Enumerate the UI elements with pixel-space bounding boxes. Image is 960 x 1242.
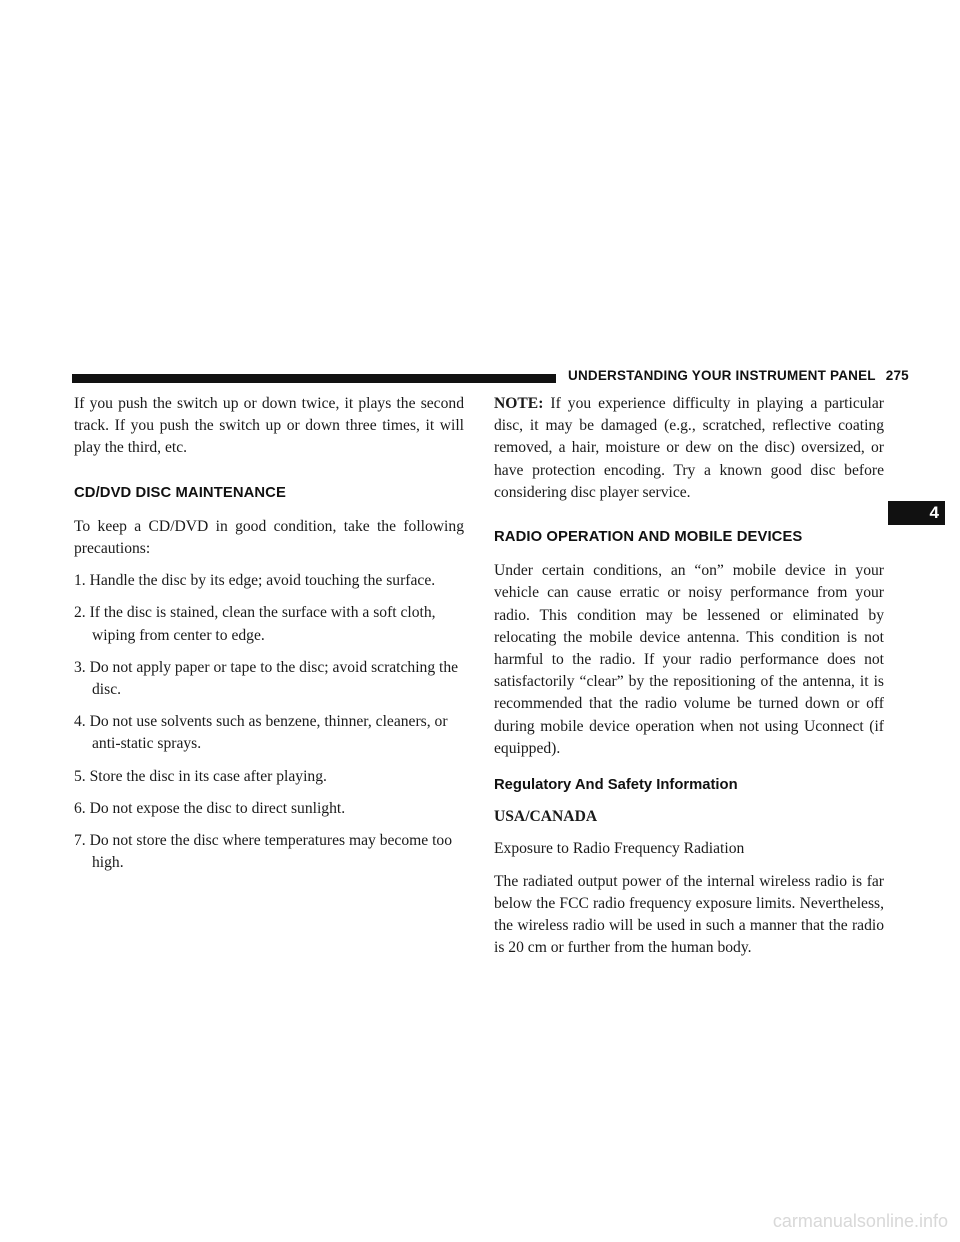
watermark: carmanualsonline.info <box>772 1211 948 1231</box>
list-item: 2. If the disc is stained, clean the surface with a soft cloth, wiping from center to edge. <box>74 604 436 644</box>
subheading-regulatory: Regulatory And Safety Information <box>494 777 738 794</box>
lead-paragraph: To keep a CD/DVD in good condition, take the following precautions: <box>74 517 464 558</box>
list-item: 3. Do not apply paper or tape to the disc; avoid scratching the disc. <box>74 658 459 699</box>
intro-paragraph: If you push the switch up or down twice, it plays the second track. If you push the switch up or down three times, it will play the third, etc. <box>74 395 464 457</box>
exposure-title: Exposure to Radio Frequency Radiation <box>494 840 745 858</box>
note-label: NOTE: <box>494 395 544 412</box>
page-number: 275 <box>885 368 909 383</box>
chapter-tab: 4 <box>888 501 945 525</box>
section-heading-disc-maintenance: CD/DVD DISC MAINTENANCE <box>74 484 286 501</box>
note-paragraph <box>494 393 884 504</box>
right-column <box>494 393 884 969</box>
running-header <box>568 368 909 383</box>
header-rule <box>72 374 556 383</box>
exposure-body: The radiated output power of the internal wireless radio is far below the FCC radio frequency exposure limits. Nevertheless, the wireless radio will be used in such a manner that the radio is 20 cm or further from the human body. <box>494 872 884 957</box>
precautions-list <box>74 570 464 874</box>
list-item: 7. Do not store the disc where temperatures may become too high. <box>74 832 453 872</box>
region-label: USA/CANADA <box>494 808 598 826</box>
list-item: 6. Do not expose the disc to direct sunlight. <box>74 799 346 817</box>
list-item: 5. Store the disc in its case after playing. <box>74 767 327 785</box>
section-heading-radio-operation: RADIO OPERATION AND MOBILE DEVICES <box>494 529 803 546</box>
note-text: If you experience difficulty in playing a particular disc, it may be damaged (e.g., scratched, reflective coating removed, a hair, moisture or dew on the disc) oversized, or have protection encoding. Try a known good disc before considering disc player service. <box>494 395 884 501</box>
radio-body-paragraph: Under certain conditions, an “on” mobile device in your vehicle can cause erratic or noisy performance from your radio. This condition may be lessened or eliminated by relocating the mobile device antenna. This condition is not harmful to the radio. If your radio performance does not satisfactorily “clear” by the repositioning of the antenna, it is recommended that the radio volume be turned down or off during mobile device operation when not using Uconnect (if equipped). <box>494 562 884 757</box>
list-item: 4. Do not use solvents such as benzene, thinner, cleaners, or anti-static sprays. <box>74 713 448 753</box>
section-title: UNDERSTANDING YOUR INSTRUMENT PANEL <box>568 368 876 383</box>
left-column <box>74 393 464 884</box>
list-item: 1. Handle the disc by its edge; avoid touching the surface. <box>74 572 436 590</box>
